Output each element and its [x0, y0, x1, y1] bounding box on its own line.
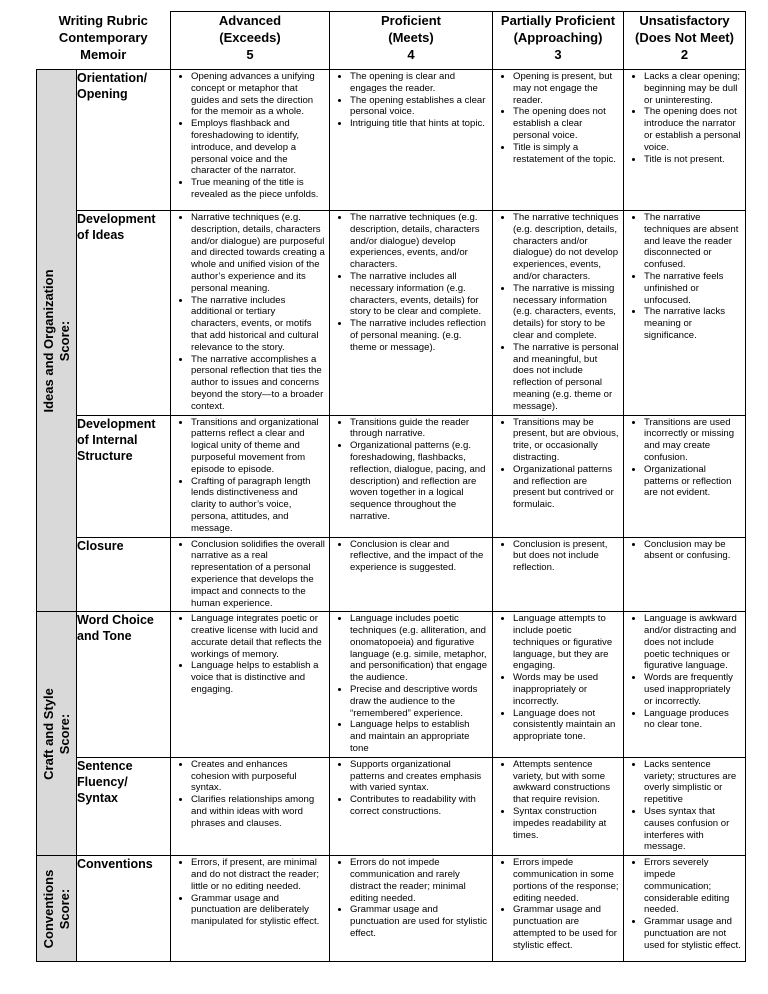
category-score-label: Score: — [56, 888, 72, 929]
descriptor-cell — [171, 856, 330, 962]
descriptor-cell — [171, 415, 330, 537]
descriptor-cell — [624, 537, 746, 612]
descriptor-bullet: • Lacks sentence variety; structures are overly simplistic or repetitive — [644, 759, 741, 806]
criterion-label: Development of Ideas — [77, 211, 171, 416]
category-label — [41, 869, 73, 948]
descriptor-bullet: • True meaning of the title is revealed as the piece unfolds. — [191, 177, 325, 201]
rubric-row-closure — [37, 537, 746, 612]
descriptor-bullet: • The narrative feels unfinished or unfocused. — [644, 271, 741, 306]
level-sub: (Approaching) — [513, 30, 603, 45]
category-title: Craft and Style — [40, 687, 56, 780]
rubric-row-internal-structure — [37, 415, 746, 537]
descriptor-bullet: • Opening advances a unifying concept or metaphor that guides and sets the direction for the memoir as a whole. — [191, 71, 325, 118]
level-score: 2 — [680, 47, 689, 62]
descriptor-cell — [330, 612, 493, 758]
level-score: 3 — [554, 47, 562, 62]
descriptor-bullet: • Syntax construction impedes readability at times. — [513, 806, 619, 841]
descriptor-cell — [171, 70, 330, 211]
criterion-label: Orientation/ Opening — [77, 70, 171, 211]
descriptor-bullet: • The narrative includes all necessary information (e.g. characters, events, details) for story to be clear and complete. — [350, 271, 488, 318]
category-craft-style — [37, 612, 77, 856]
descriptor-bullet: • The narrative techniques are absent and leave the reader disconnected or confused. — [644, 212, 741, 271]
rubric-row-orientation — [37, 70, 746, 211]
descriptor-cell — [493, 612, 624, 758]
descriptor-bullet: • Words may be used inappropriately or incorrectly. — [513, 672, 619, 707]
level-score: 4 — [407, 47, 415, 62]
descriptor-bullet: • Employs flashback and foreshadowing to identify, introduce, and develop a personal voice and the character of the narrator. — [191, 118, 325, 177]
criterion-label: Conventions — [77, 856, 171, 962]
level-name: Partially Proficient — [500, 13, 616, 28]
descriptor-bullet: • Words are frequently used inappropriately or incorrectly. — [644, 672, 741, 707]
level-name: Advanced — [218, 13, 282, 28]
descriptor-cell — [493, 757, 624, 855]
descriptor-bullet: • Opening is present, but may not engage the reader. — [513, 71, 619, 106]
descriptor-bullet: • Transitions and organizational patterns reflect a clear and logical unity of theme and purposeful movement from episode to episode. — [191, 417, 325, 476]
level-header-proficient — [330, 12, 493, 70]
category-title: Conventions — [40, 869, 56, 949]
descriptor-bullet: • Transitions guide the reader through narrative. — [350, 417, 488, 441]
descriptor-cell — [330, 415, 493, 537]
descriptor-bullet: • Precise and descriptive words draw the audience to the “remembered” experience. — [350, 684, 488, 719]
descriptor-bullet: • The narrative is missing necessary information (e.g. characters, events, details) for story to be clear and complete. — [513, 283, 619, 342]
level-sub: (Exceeds) — [219, 30, 281, 45]
descriptor-cell — [493, 856, 624, 962]
level-header-advanced — [171, 12, 330, 70]
descriptor-bullet: • Conclusion may be absent or confusing. — [644, 539, 741, 563]
category-score-label: Score: — [56, 713, 72, 754]
rubric-row-sentence-fluency — [37, 757, 746, 855]
descriptor-bullet: • Title is simply a restatement of the topic. — [513, 142, 619, 166]
descriptor-bullet: • Errors do not impede communication and rarely distract the reader; minimal editing needed. — [350, 857, 488, 904]
descriptor-bullet: • Intriguing title that hints at topic. — [350, 118, 488, 130]
category-ideas-organization — [37, 70, 77, 612]
descriptor-bullet: • Supports organizational patterns and creates emphasis with varied syntax. — [350, 759, 488, 794]
descriptor-bullet: • Errors severely impede communication; considerable editing needed. — [644, 857, 741, 916]
descriptor-bullet: • Language helps to establish and maintain an appropriate tone — [350, 719, 488, 754]
level-header-partially-proficient — [493, 12, 624, 70]
header-row — [37, 12, 746, 70]
descriptor-bullet: • Conclusion solidifies the overall narrative as a real representation of a personal experience that develops the impact and connects to the human experience. — [191, 539, 325, 610]
descriptor-bullet: • Title is not present. — [644, 154, 741, 166]
descriptor-cell — [493, 211, 624, 416]
descriptor-bullet: • Clarifies relationships among and within ideas with word phrases and clauses. — [191, 794, 325, 829]
descriptor-bullet: • Uses syntax that causes confusion or interferes with message. — [644, 806, 741, 853]
descriptor-bullet: • The narrative techniques (e.g. description, details, characters and/or dialogue) develop experiences, events, and/or characters. — [350, 212, 488, 271]
descriptor-bullet: • Grammar usage and punctuation are used for stylistic effect. — [350, 904, 488, 939]
title-line: Memoir — [80, 46, 127, 62]
descriptor-cell — [330, 70, 493, 211]
descriptor-bullet: • Attempts sentence variety, but with some awkward constructions that require revision. — [513, 759, 619, 806]
descriptor-bullet: • Organizational patterns (e.g. foreshadowing, flashbacks, reflection, dialogue, pacing, and description) and reflection are woven together in a logical sequence throughout the narrative. — [350, 440, 488, 523]
criterion-label: Development of Internal Structure — [77, 415, 171, 537]
rubric-row-conventions — [37, 856, 746, 962]
descriptor-cell — [624, 856, 746, 962]
descriptor-bullet: • Grammar usage and punctuation are attempted to be used for stylistic effect. — [513, 904, 619, 951]
descriptor-bullet: • Language produces no clear tone. — [644, 708, 741, 732]
criterion-label: Closure — [77, 537, 171, 612]
descriptor-cell — [493, 70, 624, 211]
title-line: Writing Rubric — [58, 12, 148, 28]
descriptor-cell — [493, 415, 624, 537]
descriptor-bullet: • Creates and enhances cohesion with purposeful syntax. — [191, 759, 325, 794]
category-label — [41, 688, 73, 780]
level-score: 5 — [246, 47, 254, 62]
descriptor-bullet: • Language helps to establish a voice that is distinctive and engaging. — [191, 660, 325, 695]
descriptor-bullet: • The opening establishes a clear personal voice. — [350, 95, 488, 119]
descriptor-cell — [624, 757, 746, 855]
criterion-label: Sentence Fluency/ Syntax — [77, 757, 171, 855]
descriptor-cell — [330, 856, 493, 962]
rubric-row-development-of-ideas — [37, 211, 746, 416]
descriptor-bullet: • The opening does not introduce the narrator or establish a personal voice. — [644, 106, 741, 153]
descriptor-bullet: • Grammar usage and punctuation are not used for stylistic effect. — [644, 916, 741, 951]
category-conventions — [37, 856, 77, 962]
descriptor-bullet: • Errors, if present, are minimal and do not distract the reader; little or no editing needed. — [191, 857, 325, 892]
category-label — [41, 269, 73, 412]
level-sub: (Does Not Meet) — [635, 30, 734, 45]
descriptor-cell — [624, 415, 746, 537]
descriptor-bullet: • Organizational patterns and reflection are present but contrived or formulaic. — [513, 464, 619, 511]
descriptor-bullet: • Crafting of paragraph length lends distinctiveness and clarity to author’s voice, persona, attitudes, and message. — [191, 476, 325, 535]
descriptor-cell — [624, 70, 746, 211]
descriptor-bullet: • Contributes to readability with correct constructions. — [350, 794, 488, 818]
category-title: Ideas and Organization — [40, 269, 56, 413]
category-score-label: Score: — [56, 320, 72, 361]
level-name: Unsatisfactory — [639, 13, 730, 28]
descriptor-bullet: • Language attempts to include poetic techniques or figurative language, but they are engaging. — [513, 613, 619, 672]
descriptor-cell — [493, 537, 624, 612]
descriptor-bullet: • The narrative accomplishes a personal reflection that ties the author to issues and concerns beyond the story—to a broader context. — [191, 354, 325, 413]
descriptor-bullet: • Conclusion is clear and reflective, and the impact of the experience is suggested. — [350, 539, 488, 574]
descriptor-bullet: • The narrative techniques (e.g. description, details, characters and/or dialogue) do not develop experiences, events, and/or characters. — [513, 212, 619, 283]
descriptor-cell — [171, 757, 330, 855]
rubric-title — [37, 12, 171, 70]
descriptor-bullet: • Grammar usage and punctuation are deliberately manipulated for stylistic effect. — [191, 893, 325, 928]
descriptor-cell — [330, 757, 493, 855]
level-sub: (Meets) — [388, 30, 434, 45]
descriptor-bullet: • Language integrates poetic or creative license with lucid and accurate detail that reflects the workings of memory. — [191, 613, 325, 660]
title-line: Contemporary — [58, 29, 148, 45]
descriptor-cell — [171, 612, 330, 758]
descriptor-bullet: • Lacks a clear opening; beginning may be dull or uninteresting. — [644, 71, 741, 106]
level-header-unsatisfactory — [624, 12, 746, 70]
descriptor-bullet: • Language includes poetic techniques (e.g. alliteration, and onomatopoeia) and figurative language (e.g. simile, metaphor, and personification) that engage the audience. — [350, 613, 488, 684]
descriptor-bullet: • Language does not consistently maintain an appropriate tone. — [513, 708, 619, 743]
rubric-table — [36, 11, 746, 962]
descriptor-bullet: • The narrative includes additional or tertiary characters, events, or motifs that add historical and cultural relevance to the story. — [191, 295, 325, 354]
descriptor-bullet: • The narrative includes reflection of personal meaning. (e.g. theme or message). — [350, 318, 488, 353]
descriptor-cell — [171, 211, 330, 416]
descriptor-cell — [171, 537, 330, 612]
descriptor-bullet: • Errors impede communication in some portions of the response; editing needed. — [513, 857, 619, 904]
criterion-label: Word Choice and Tone — [77, 612, 171, 758]
descriptor-bullet: • The narrative lacks meaning or significance. — [644, 306, 741, 341]
descriptor-cell — [624, 612, 746, 758]
descriptor-bullet: • Organizational patterns or reflection are not evident. — [644, 464, 741, 499]
level-name: Proficient — [381, 13, 441, 28]
descriptor-bullet: • The opening does not establish a clear personal voice. — [513, 106, 619, 141]
descriptor-cell — [624, 211, 746, 416]
descriptor-bullet: • Transitions may be present, but are obvious, trite, or occasionally distracting. — [513, 417, 619, 464]
descriptor-cell — [330, 211, 493, 416]
descriptor-bullet: • Narrative techniques (e.g. description, details, characters and/or dialogue) are purposeful and directed towards creating a whole and unified vision of the author’s experience and its personal meaning. — [191, 212, 325, 295]
descriptor-bullet: • The opening is clear and engages the reader. — [350, 71, 488, 95]
descriptor-bullet: • Transitions are used incorrectly or missing and may create confusion. — [644, 417, 741, 464]
descriptor-bullet: • Conclusion is present, but does not include reflection. — [513, 539, 619, 574]
rubric-row-word-choice — [37, 612, 746, 758]
descriptor-cell — [330, 537, 493, 612]
descriptor-bullet: • The narrative is personal and meaningful, but does not include reflection of personal meaning (e.g. theme or message). — [513, 342, 619, 413]
descriptor-bullet: • Language is awkward and/or distracting and does not include poetic techniques or figurative language. — [644, 613, 741, 672]
